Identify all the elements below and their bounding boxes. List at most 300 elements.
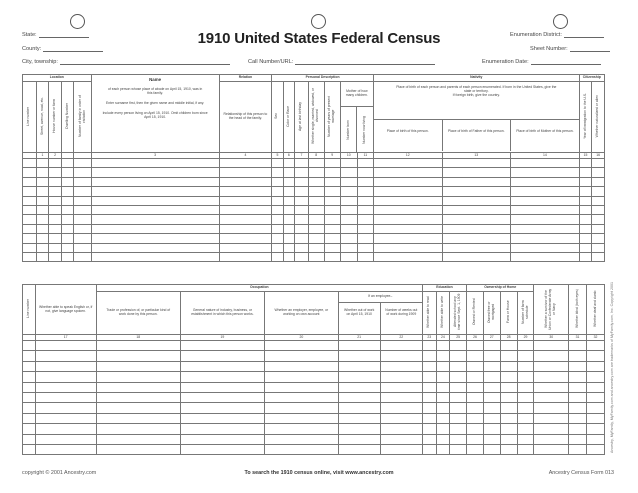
entry-cell[interactable] [500,424,517,434]
entry-cell[interactable] [338,434,380,444]
entry-cell[interactable] [295,252,309,261]
entry-cell[interactable] [357,187,373,196]
entry-cell[interactable] [517,403,534,413]
entry-cell[interactable] [49,177,62,186]
entry-cell[interactable] [23,444,36,454]
entry-cell[interactable] [91,187,219,196]
entry-cell[interactable] [357,177,373,186]
entry-cell[interactable] [61,205,74,214]
entry-cell[interactable] [283,224,294,233]
entry-cell[interactable] [308,177,324,186]
entry-cell[interactable] [265,351,339,361]
entry-cell[interactable] [483,413,500,423]
entry-cell[interactable] [500,341,517,351]
entry-cell[interactable] [180,444,264,454]
entry-cell[interactable] [422,382,436,392]
entry-cell[interactable] [35,413,96,423]
entry-cell[interactable] [308,243,324,252]
entry-cell[interactable] [91,224,219,233]
entry-cell[interactable] [91,234,219,243]
entry-cell[interactable] [324,224,340,233]
entry-cell[interactable] [74,159,91,168]
entry-cell[interactable] [49,224,62,233]
entry-cell[interactable] [180,341,264,351]
entry-cell[interactable] [436,382,450,392]
entry-cell[interactable] [219,159,272,168]
entry-cell[interactable] [36,168,49,177]
entry-cell[interactable] [586,424,604,434]
entry-cell[interactable] [569,361,587,371]
entry-cell[interactable] [96,424,180,434]
entry-cell[interactable] [436,434,450,444]
entry-cell[interactable] [442,159,511,168]
entry-cell[interactable] [534,392,569,402]
entry-cell[interactable] [219,234,272,243]
entry-cell[interactable] [467,382,484,392]
entry-cell[interactable] [61,168,74,177]
entry-cell[interactable] [74,243,91,252]
entry-cell[interactable] [517,392,534,402]
entry-cell[interactable] [219,215,272,224]
entry-cell[interactable] [36,243,49,252]
entry-cell[interactable] [422,413,436,423]
entry-cell[interactable] [340,243,357,252]
entry-cell[interactable] [422,392,436,402]
entry-cell[interactable] [295,168,309,177]
entry-cell[interactable] [586,361,604,371]
entry-cell[interactable] [534,413,569,423]
entry-cell[interactable] [467,392,484,402]
entry-cell[interactable] [511,168,580,177]
entry-cell[interactable] [592,187,605,196]
entry-cell[interactable] [23,215,37,224]
entry-cell[interactable] [373,234,442,243]
entry-cell[interactable] [324,196,340,205]
entry-cell[interactable] [91,243,219,252]
entry-cell[interactable] [586,382,604,392]
entry-cell[interactable] [23,382,36,392]
entry-cell[interactable] [265,392,339,402]
entry-cell[interactable] [74,215,91,224]
entry-cell[interactable] [373,187,442,196]
entry-cell[interactable] [36,234,49,243]
entry-cell[interactable] [340,234,357,243]
entry-cell[interactable] [338,403,380,413]
entry-cell[interactable] [23,234,37,243]
entry-cell[interactable] [35,392,96,402]
entry-cell[interactable] [586,434,604,444]
entry-cell[interactable] [357,159,373,168]
entry-cell[interactable] [534,361,569,371]
entry-cell[interactable] [265,341,339,351]
entry-cell[interactable] [295,187,309,196]
entry-cell[interactable] [338,413,380,423]
entry-cell[interactable] [272,159,283,168]
entry-cell[interactable] [592,196,605,205]
entry-cell[interactable] [338,351,380,361]
entry-cell[interactable] [517,341,534,351]
entry-cell[interactable] [436,351,450,361]
entry-cell[interactable] [483,424,500,434]
entry-cell[interactable] [483,351,500,361]
entry-cell[interactable] [283,168,294,177]
entry-cell[interactable] [380,403,422,413]
entry-cell[interactable] [283,234,294,243]
entry-cell[interactable] [74,187,91,196]
entry-cell[interactable] [340,215,357,224]
entry-cell[interactable] [436,341,450,351]
entry-cell[interactable] [338,444,380,454]
entry-cell[interactable] [295,243,309,252]
entry-cell[interactable] [442,177,511,186]
entry-cell[interactable] [74,168,91,177]
entry-cell[interactable] [23,252,37,261]
entry-cell[interactable] [49,252,62,261]
entry-cell[interactable] [579,252,592,261]
entry-cell[interactable] [450,444,467,454]
entry-cell[interactable] [219,252,272,261]
entry-cell[interactable] [295,234,309,243]
entry-cell[interactable] [517,361,534,371]
entry-cell[interactable] [283,159,294,168]
entry-cell[interactable] [511,215,580,224]
entry-cell[interactable] [36,159,49,168]
entry-cell[interactable] [586,351,604,361]
entry-cell[interactable] [272,205,283,214]
entry-cell[interactable] [534,372,569,382]
entry-cell[interactable] [500,361,517,371]
entry-cell[interactable] [91,196,219,205]
entry-cell[interactable] [467,434,484,444]
entry-cell[interactable] [450,413,467,423]
entry-cell[interactable] [272,252,283,261]
entry-cell[interactable] [219,187,272,196]
entry-cell[interactable] [586,392,604,402]
entry-cell[interactable] [534,424,569,434]
entry-cell[interactable] [272,243,283,252]
entry-cell[interactable] [324,159,340,168]
entry-cell[interactable] [340,196,357,205]
entry-cell[interactable] [483,372,500,382]
entry-cell[interactable] [308,159,324,168]
entry-cell[interactable] [338,382,380,392]
entry-cell[interactable] [340,159,357,168]
entry-cell[interactable] [592,205,605,214]
entry-cell[interactable] [569,351,587,361]
entry-cell[interactable] [180,351,264,361]
entry-cell[interactable] [338,424,380,434]
entry-cell[interactable] [180,382,264,392]
entry-cell[interactable] [517,424,534,434]
entry-cell[interactable] [96,403,180,413]
entry-cell[interactable] [569,413,587,423]
enumeration-district-field[interactable]: Enumeration District: [510,32,604,38]
entry-cell[interactable] [23,424,36,434]
entry-cell[interactable] [283,196,294,205]
entry-cell[interactable] [265,434,339,444]
entry-cell[interactable] [265,403,339,413]
entry-cell[interactable] [308,187,324,196]
entry-cell[interactable] [436,444,450,454]
entry-cell[interactable] [436,361,450,371]
entry-cell[interactable] [272,224,283,233]
entry-cell[interactable] [579,187,592,196]
entry-cell[interactable] [61,196,74,205]
entry-cell[interactable] [579,215,592,224]
entry-cell[interactable] [74,234,91,243]
entry-cell[interactable] [23,224,37,233]
entry-cell[interactable] [36,177,49,186]
entry-cell[interactable] [436,403,450,413]
entry-cell[interactable] [265,382,339,392]
entry-cell[interactable] [579,159,592,168]
entry-cell[interactable] [61,187,74,196]
entry-cell[interactable] [586,413,604,423]
sheet-number-field[interactable]: Sheet Number: [530,46,610,52]
entry-cell[interactable] [534,351,569,361]
entry-cell[interactable] [569,434,587,444]
entry-cell[interactable] [380,424,422,434]
entry-cell[interactable] [272,177,283,186]
entry-cell[interactable] [35,361,96,371]
entry-cell[interactable] [61,215,74,224]
entry-cell[interactable] [500,372,517,382]
entry-cell[interactable] [511,187,580,196]
entry-cell[interactable] [586,372,604,382]
entry-cell[interactable] [49,205,62,214]
entry-cell[interactable] [500,403,517,413]
entry-cell[interactable] [49,234,62,243]
entry-cell[interactable] [517,413,534,423]
entry-cell[interactable] [483,434,500,444]
entry-cell[interactable] [500,392,517,402]
entry-cell[interactable] [338,341,380,351]
entry-cell[interactable] [91,215,219,224]
entry-cell[interactable] [467,361,484,371]
entry-cell[interactable] [49,243,62,252]
entry-cell[interactable] [96,341,180,351]
entry-cell[interactable] [450,382,467,392]
entry-cell[interactable] [534,444,569,454]
entry-cell[interactable] [23,196,37,205]
entry-cell[interactable] [61,234,74,243]
entry-cell[interactable] [373,205,442,214]
entry-cell[interactable] [23,177,37,186]
entry-cell[interactable] [36,252,49,261]
entry-cell[interactable] [373,224,442,233]
entry-cell[interactable] [511,159,580,168]
entry-cell[interactable] [340,168,357,177]
entry-cell[interactable] [380,361,422,371]
entry-cell[interactable] [422,424,436,434]
entry-cell[interactable] [23,372,36,382]
entry-cell[interactable] [23,403,36,413]
entry-cell[interactable] [36,224,49,233]
entry-cell[interactable] [511,224,580,233]
entry-cell[interactable] [511,234,580,243]
entry-cell[interactable] [467,413,484,423]
entry-cell[interactable] [380,392,422,402]
entry-cell[interactable] [422,372,436,382]
entry-cell[interactable] [61,252,74,261]
entry-cell[interactable] [569,392,587,402]
entry-cell[interactable] [61,243,74,252]
entry-cell[interactable] [36,196,49,205]
entry-cell[interactable] [35,403,96,413]
entry-cell[interactable] [340,205,357,214]
entry-cell[interactable] [592,234,605,243]
entry-cell[interactable] [272,196,283,205]
entry-cell[interactable] [569,444,587,454]
entry-cell[interactable] [467,444,484,454]
entry-cell[interactable] [373,168,442,177]
entry-cell[interactable] [324,177,340,186]
entry-cell[interactable] [500,434,517,444]
entry-cell[interactable] [96,392,180,402]
entry-cell[interactable] [219,196,272,205]
entry-cell[interactable] [579,205,592,214]
entry-cell[interactable] [483,444,500,454]
entry-cell[interactable] [324,252,340,261]
entry-cell[interactable] [442,196,511,205]
entry-cell[interactable] [592,243,605,252]
entry-cell[interactable] [23,392,36,402]
entry-cell[interactable] [340,252,357,261]
entry-cell[interactable] [23,341,36,351]
entry-cell[interactable] [23,243,37,252]
entry-cell[interactable] [180,403,264,413]
entry-cell[interactable] [534,434,569,444]
entry-cell[interactable] [324,234,340,243]
entry-cell[interactable] [219,205,272,214]
entry-cell[interactable] [35,424,96,434]
entry-cell[interactable] [511,243,580,252]
entry-cell[interactable] [422,341,436,351]
entry-cell[interactable] [380,413,422,423]
entry-cell[interactable] [96,361,180,371]
entry-cell[interactable] [272,234,283,243]
entry-cell[interactable] [36,205,49,214]
entry-cell[interactable] [219,243,272,252]
entry-cell[interactable] [592,168,605,177]
entry-cell[interactable] [511,252,580,261]
entry-cell[interactable] [265,444,339,454]
entry-cell[interactable] [511,177,580,186]
entry-cell[interactable] [23,351,36,361]
entry-cell[interactable] [219,224,272,233]
entry-cell[interactable] [96,434,180,444]
entry-cell[interactable] [500,351,517,361]
entry-cell[interactable] [357,234,373,243]
entry-cell[interactable] [422,444,436,454]
entry-cell[interactable] [74,252,91,261]
entry-cell[interactable] [373,177,442,186]
entry-cell[interactable] [272,168,283,177]
entry-cell[interactable] [265,413,339,423]
entry-cell[interactable] [442,168,511,177]
entry-cell[interactable] [450,403,467,413]
entry-cell[interactable] [380,434,422,444]
entry-cell[interactable] [340,187,357,196]
entry-cell[interactable] [36,187,49,196]
entry-cell[interactable] [422,403,436,413]
entry-cell[interactable] [442,205,511,214]
entry-cell[interactable] [517,434,534,444]
entry-cell[interactable] [283,215,294,224]
entry-cell[interactable] [357,252,373,261]
entry-cell[interactable] [357,215,373,224]
entry-cell[interactable] [450,341,467,351]
county-field[interactable]: County: [22,46,103,52]
entry-cell[interactable] [467,372,484,382]
entry-cell[interactable] [436,372,450,382]
entry-cell[interactable] [467,403,484,413]
entry-cell[interactable] [180,424,264,434]
entry-cell[interactable] [324,187,340,196]
entry-cell[interactable] [96,382,180,392]
entry-cell[interactable] [373,196,442,205]
entry-cell[interactable] [180,434,264,444]
entry-cell[interactable] [450,434,467,444]
entry-cell[interactable] [23,187,37,196]
entry-cell[interactable] [340,224,357,233]
entry-cell[interactable] [467,341,484,351]
entry-cell[interactable] [436,413,450,423]
entry-cell[interactable] [308,215,324,224]
entry-cell[interactable] [308,205,324,214]
entry-cell[interactable] [592,177,605,186]
entry-cell[interactable] [373,243,442,252]
entry-cell[interactable] [483,392,500,402]
entry-cell[interactable] [74,196,91,205]
entry-cell[interactable] [283,177,294,186]
entry-cell[interactable] [436,424,450,434]
enumeration-date-field[interactable]: Enumeration Date: [482,59,601,65]
entry-cell[interactable] [35,372,96,382]
entry-cell[interactable] [579,234,592,243]
entry-cell[interactable] [324,168,340,177]
entry-cell[interactable] [74,205,91,214]
entry-cell[interactable] [592,159,605,168]
entry-cell[interactable] [569,403,587,413]
entry-cell[interactable] [49,215,62,224]
entry-cell[interactable] [511,205,580,214]
entry-cell[interactable] [450,424,467,434]
entry-cell[interactable] [338,372,380,382]
entry-cell[interactable] [74,224,91,233]
entry-cell[interactable] [586,341,604,351]
entry-cell[interactable] [49,168,62,177]
entry-cell[interactable] [442,252,511,261]
entry-cell[interactable] [500,413,517,423]
entry-cell[interactable] [49,196,62,205]
entry-cell[interactable] [324,243,340,252]
entry-cell[interactable] [23,205,37,214]
entry-cell[interactable] [442,187,511,196]
entry-cell[interactable] [91,252,219,261]
entry-cell[interactable] [442,224,511,233]
entry-cell[interactable] [338,361,380,371]
entry-cell[interactable] [295,215,309,224]
entry-cell[interactable] [534,341,569,351]
entry-cell[interactable] [308,168,324,177]
entry-cell[interactable] [91,168,219,177]
entry-cell[interactable] [180,413,264,423]
entry-cell[interactable] [436,392,450,402]
entry-cell[interactable] [380,372,422,382]
entry-cell[interactable] [592,224,605,233]
entry-cell[interactable] [569,341,587,351]
